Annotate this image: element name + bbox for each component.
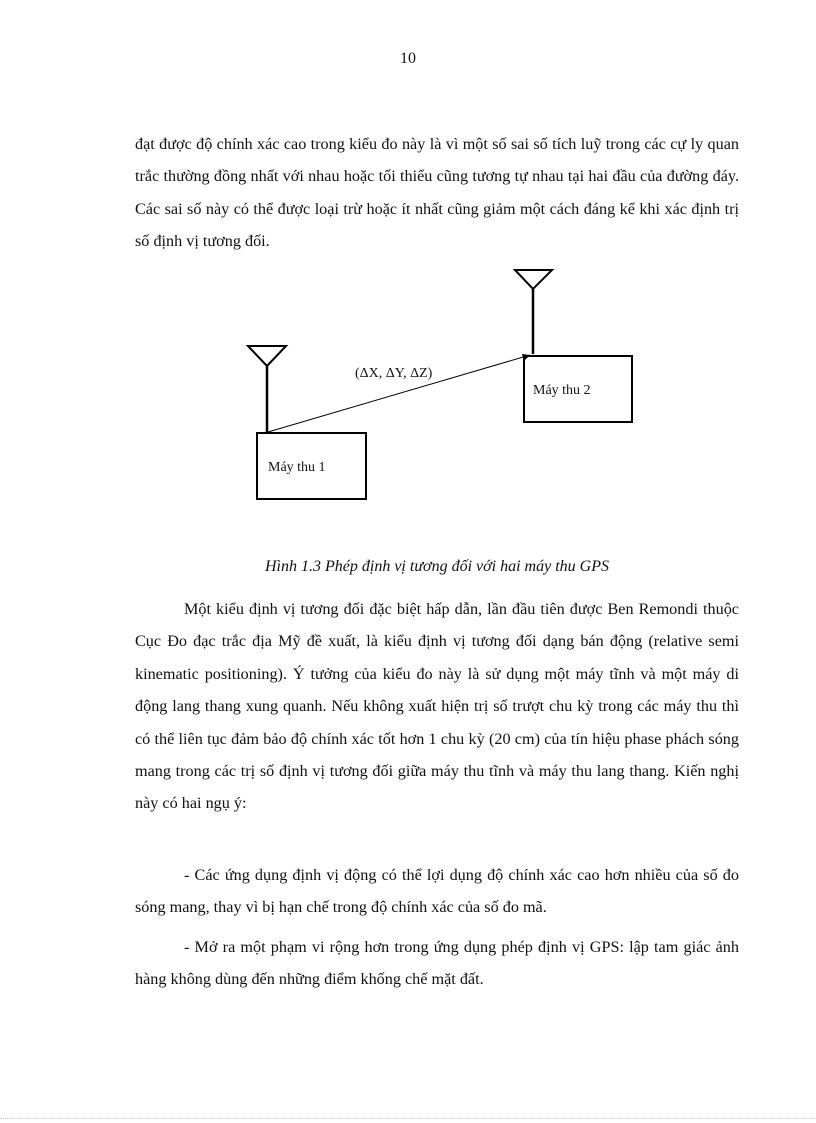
paragraph-implication-2: - Mở ra một phạm vi rộng hơn trong ứng dụng phép định vị GPS: lập tam giác ảnh hàng không dùng đến những điểm khống chế mặt đất. xyxy=(135,938,739,989)
antenna-1-icon xyxy=(248,346,286,432)
receiver-1-label: Máy thu 1 xyxy=(268,460,326,475)
figure-caption: Hình 1.3 Phép định vị tương đối với hai máy thu GPS xyxy=(265,558,609,575)
receiver-2-label: Máy thu 2 xyxy=(533,383,591,398)
baseline-label: (ΔX, ΔY, ΔZ) xyxy=(355,366,433,381)
relative-positioning-diagram xyxy=(0,0,816,560)
paragraph-semi-kinematic: Một kiểu định vị tương đối đặc biệt hấp dẫn, lần đầu tiên được Ben Remondi thuộc Cục Đo đạc trắc địa Mỹ đề xuất, là kiểu định vị tương đối dạng bán động (relative semi kinematic positioning). Ý tưởng của kiểu đo này là sử dụng một máy tĩnh và một máy di động lang thang xung quanh. Nếu không xuất hiện trị số trượt chu kỳ trong các máy thu thì có thể liên tục đảm bảo độ chính xác tốt hơn 1 chu kỳ (20 cm) của tín hiệu phase phách sóng mang trong các trị số định vị tương đối giữa máy thu tĩnh và máy thu lang thang. Kiến nghị này có hai ngụ ý: xyxy=(135,600,739,813)
paragraph-implication-1: - Các ứng dụng định vị động có thể lợi dụng độ chính xác cao hơn nhiều của số đo sóng mang, thay vì bị hạn chế trong độ chính xác của số đo mã. xyxy=(135,866,739,917)
paragraph-intro: đạt được độ chính xác cao trong kiểu đo này là vì một số sai số tích luỹ trong các cự ly quan trắc thường đồng nhất với nhau hoặc tối thiểu cũng tương tự nhau tại hai đầu của đường đáy. Các sai số này có thể được loại trừ hoặc ít nhất cũng giảm một cách đáng kể khi xác định trị số định vị tương đối. xyxy=(135,135,739,251)
page-number: 10 xyxy=(400,50,416,67)
page-bottom-rule xyxy=(0,1118,816,1119)
antenna-2-icon xyxy=(515,270,552,354)
